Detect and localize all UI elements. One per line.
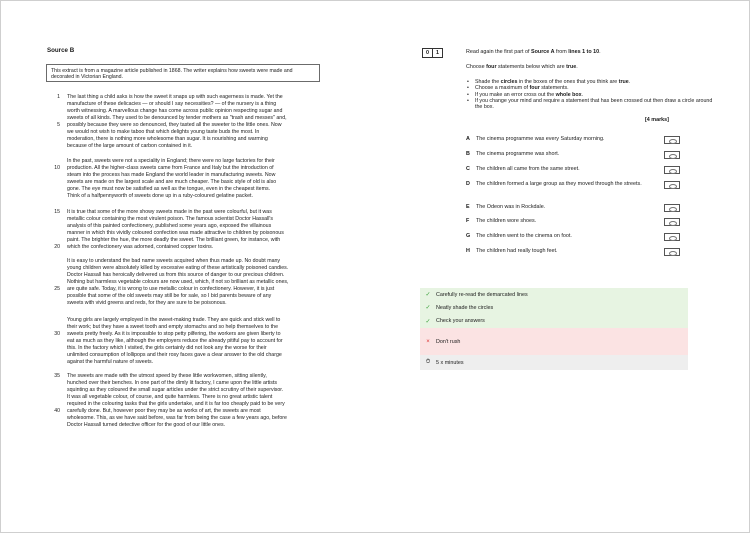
source-paragraph bbox=[54, 317, 333, 366]
source-line-text: Nothing but harmless vegetable colours are now used, which, if not so brilliant as metallic ones, bbox=[67, 278, 289, 285]
source-line bbox=[57, 121, 333, 129]
answer-circle[interactable] bbox=[669, 251, 677, 256]
line-number: 35 bbox=[54, 373, 60, 379]
answer-circle[interactable] bbox=[669, 139, 677, 144]
check-icon: ✓ bbox=[425, 292, 431, 298]
source-line-text: worth witnessing. A marvellous change has come across public opinion respecting sugar and bbox=[67, 107, 283, 114]
statement-a bbox=[466, 136, 666, 143]
source-line-text: sweets of all kinds. They used to be denounced by tender mothers as "trash and messes" and, bbox=[67, 114, 287, 121]
source-line-text: steam into the process has made England the world leader in manufacturing sweets. Now bbox=[67, 171, 276, 178]
source-line-text: Doctor Hassall turned detective officer for the good of our little ones. bbox=[67, 421, 226, 428]
source-line bbox=[54, 243, 333, 251]
source-line bbox=[54, 330, 333, 338]
source-line-text: The sweets are made with the utmost speed by these little workwomen, sitting silently, bbox=[67, 373, 267, 379]
question-number bbox=[422, 48, 442, 58]
source-line-text: Doctor Hassall has heroically delivered us from this source of danger to our precious children. bbox=[67, 271, 285, 278]
source-line bbox=[67, 186, 333, 193]
source-line bbox=[54, 209, 333, 216]
statement-d bbox=[466, 181, 666, 188]
source-line-text: possibly because they were so denounced, they tasted all the sweeter to the little ones. Now bbox=[67, 121, 282, 128]
statement-h bbox=[466, 248, 666, 255]
statement-text: The Odeon was in Rockdale. bbox=[476, 204, 546, 210]
checklist-item bbox=[420, 314, 688, 328]
statement-text: The cinema programme was every Saturday morning. bbox=[476, 136, 605, 142]
answer-circle[interactable] bbox=[669, 221, 677, 226]
statement-c bbox=[466, 166, 666, 173]
source-paragraph bbox=[57, 94, 333, 150]
source-paragraph bbox=[54, 373, 333, 429]
source-line bbox=[67, 387, 333, 394]
source-line-text: Young girls are largely employed in the sweet-making trade. They are quick and stick well to bbox=[67, 317, 281, 323]
source-line-text: Think of a halfpennyworth of sweets done up in a ruby-coloured gelatine packet. bbox=[67, 192, 253, 199]
source-line bbox=[67, 300, 333, 307]
source-line-text: manner in which this vividly coloured confection was made attractive to children by poisonous bbox=[67, 229, 284, 236]
source-line bbox=[67, 237, 333, 244]
checklist-panel bbox=[420, 288, 688, 370]
marks-label: [4 marks] bbox=[645, 117, 669, 123]
instruction-bullet: • Choose a maximum of four statements. bbox=[466, 85, 716, 91]
source-line-text: possible that some of the old sweets may still be for sale, so I bid parents beware of any bbox=[67, 292, 272, 299]
line-number: 15 bbox=[54, 209, 60, 215]
source-line-text: sweets pretty freely. As it is impossible to stop petty pilfering, the workers are given liberty to bbox=[67, 330, 281, 337]
answer-circle-box[interactable] bbox=[664, 136, 680, 144]
question-choose-text: Choose four statements below which are true. bbox=[466, 64, 578, 70]
source-line bbox=[67, 230, 333, 237]
source-line bbox=[67, 394, 333, 401]
line-number: 25 bbox=[54, 285, 60, 292]
source-line bbox=[67, 401, 333, 408]
source-line-text: carefully done. But, however poor they may be as works of art, the sweets are most bbox=[67, 407, 261, 414]
statement-b bbox=[466, 151, 666, 158]
checklist-item-label: Don't rush bbox=[436, 338, 461, 345]
timer-icon: ⏱ bbox=[425, 359, 431, 365]
answer-circle[interactable] bbox=[669, 207, 677, 212]
source-paragraph bbox=[54, 209, 333, 251]
line-number: 1 bbox=[57, 94, 60, 100]
source-line bbox=[57, 94, 333, 101]
statement-text: The children had really tough feet. bbox=[476, 248, 558, 254]
source-line bbox=[67, 293, 333, 300]
source-line-text: eat as much as they like, although the employers reduce the already pitiful pay to account for bbox=[67, 337, 283, 344]
source-line bbox=[54, 407, 333, 415]
source-line-text: which the confectionery was adorned, contained copper toxins. bbox=[67, 243, 214, 250]
cross-icon: × bbox=[426, 338, 430, 345]
question-number-digit: 1 bbox=[432, 48, 443, 58]
checklist-item bbox=[420, 328, 688, 355]
source-line bbox=[67, 223, 333, 230]
answer-circle[interactable] bbox=[669, 184, 677, 189]
statement-e bbox=[466, 204, 666, 211]
checklist-item-label: Check your answers bbox=[436, 318, 485, 324]
answer-circle-box[interactable] bbox=[664, 166, 680, 174]
statement-letter: H bbox=[466, 248, 470, 254]
source-line bbox=[67, 380, 333, 387]
source-paragraph bbox=[54, 258, 333, 307]
answer-circle-box[interactable] bbox=[664, 151, 680, 159]
statement-text: The cinema programme was short. bbox=[476, 151, 560, 157]
source-line bbox=[67, 352, 333, 359]
answer-circle-box[interactable] bbox=[664, 233, 680, 241]
source-line bbox=[67, 338, 333, 345]
source-line-text: It is easy to understand the bad name sweets acquired when thus made up. No doubt many bbox=[67, 258, 281, 264]
source-line-text: moderation, there is nothing more wholesome than sugar. It is nourishing and warming bbox=[67, 135, 268, 142]
source-line-text: against the harmful nature of sweets. bbox=[67, 358, 154, 365]
source-line bbox=[67, 422, 333, 429]
source-intro-box: This extract is from a magazine article published in 1868. The writer explains how sweets were made and decorated in Victorian England. bbox=[46, 64, 320, 82]
source-line-text: hunched over their benches. In one part of the dimly lit factory, I came upon the little artists bbox=[67, 379, 278, 386]
statement-letter: A bbox=[466, 136, 470, 142]
source-line bbox=[67, 279, 333, 286]
source-line bbox=[67, 193, 333, 200]
source-line-text: young children were absolutely killed by excessive eating of these artistically poisoned candies. bbox=[67, 264, 289, 271]
source-line bbox=[54, 373, 333, 380]
question-instruction: Read again the first part of Source A from lines 1 to 10. bbox=[466, 49, 601, 55]
source-line bbox=[67, 158, 333, 165]
statement-text: The children went to the cinema on foot. bbox=[476, 233, 572, 239]
statement-letter: G bbox=[466, 233, 471, 239]
source-line-text: required in the colouring tasks that the girls undertake, and it is far too cheaply paid to be very bbox=[67, 400, 285, 407]
source-line bbox=[67, 136, 333, 143]
source-line-text: production. All the higher-class sweets came from France and Italy but the introduction of bbox=[67, 164, 274, 171]
source-title: Source B bbox=[47, 47, 75, 54]
source-line bbox=[67, 143, 333, 150]
check-icon: ✓ bbox=[425, 305, 431, 311]
source-line-text: paint. The brighter the hue, the more deadly the sweet. The brilliant green, for instance, with bbox=[67, 236, 281, 243]
source-line bbox=[67, 179, 333, 186]
source-line bbox=[67, 115, 333, 122]
source-line-text: gone. The eye must now be satisfied as well as the tongue, even in the cheapest items. bbox=[67, 185, 271, 192]
answer-circle-box[interactable] bbox=[664, 248, 680, 256]
source-line bbox=[67, 172, 333, 179]
answer-circle-box[interactable] bbox=[664, 204, 680, 212]
question-number-digit: 0 bbox=[422, 48, 433, 58]
source-line-text: because of the large amount of carbon contained in it. bbox=[67, 142, 193, 149]
statement-letter: B bbox=[466, 151, 470, 157]
source-line-text: sweets are made on the largest scale and are much cheaper. The basic style of old is also bbox=[67, 178, 277, 185]
line-number: 10 bbox=[54, 164, 60, 171]
checklist-item-label: Carefully re-read the demarcated lines bbox=[436, 291, 528, 298]
answer-circle-box[interactable] bbox=[664, 218, 680, 226]
source-line-text: are quite safe. Today, it is wrong to use metallic colour in confectionery. However, it is just bbox=[67, 285, 275, 292]
source-line bbox=[67, 265, 333, 272]
source-paragraph bbox=[54, 158, 333, 200]
source-line-text: wholesome. This, as we have said before, was far from being the case a few years ago, before bbox=[67, 414, 287, 421]
source-line-text: sweets with vivid greens and reds, for they are sure to be poisonous. bbox=[67, 299, 227, 306]
instruction-bullet: • Shade the circles in the boxes of the ones that you think are true. bbox=[466, 79, 716, 85]
checklist-item-label: Neatly shade the circles bbox=[436, 304, 494, 311]
checklist-item bbox=[420, 355, 688, 370]
source-line bbox=[67, 216, 333, 223]
statement-letter: E bbox=[466, 204, 470, 210]
source-line bbox=[67, 272, 333, 279]
source-line-text: manufacture of these delicacies — or should I say necessities? — of the nursery is a thing bbox=[67, 100, 277, 107]
source-line-text: metallic colour containing the most virulent poison. The famous scientist Doctor Hassall's bbox=[67, 215, 274, 222]
statement-letter: F bbox=[466, 218, 470, 224]
line-number: 20 bbox=[54, 243, 60, 250]
answer-circle[interactable] bbox=[669, 154, 677, 159]
statement-g bbox=[466, 233, 666, 240]
check-icon: ✓ bbox=[425, 318, 431, 325]
line-number: 5 bbox=[57, 121, 60, 128]
source-line bbox=[67, 359, 333, 366]
source-line-text: this. In the factory which I visited, the girls certainly did not look any the worse for their bbox=[67, 344, 267, 351]
source-line bbox=[67, 258, 333, 265]
source-line-text: unlimited consumption of lollipops and their rosy faces gave a clear answer to the old charge bbox=[67, 351, 282, 358]
statement-text: The children wore shoes. bbox=[476, 218, 537, 224]
statement-text: The children all came from the same street. bbox=[476, 166, 580, 172]
source-line-text: we would not wish to make taboo that which delights young taste buds the most. In bbox=[67, 128, 260, 135]
source-line-text: It was all vegetable colour, of course, and quite harmless. There is no great artistic talent bbox=[67, 393, 273, 400]
source-line bbox=[54, 164, 333, 172]
source-line bbox=[67, 101, 333, 108]
source-line bbox=[67, 129, 333, 136]
statement-letter: C bbox=[466, 166, 470, 172]
source-line-text: The last thing a child asks is how the sweet it snaps up with such eagerness is made. Yet the bbox=[67, 94, 283, 100]
source-line-text: In the past, sweets were not a speciality in England; there were no large factories for their bbox=[67, 158, 275, 164]
answer-circle[interactable] bbox=[669, 169, 677, 174]
instruction-bullet: • If you make an error cross out the whole box. bbox=[466, 92, 716, 98]
instruction-bullet: • If you change your mind and require a statement that has been crossed out then draw a circle around the box. bbox=[466, 98, 716, 111]
checklist-item bbox=[420, 301, 688, 314]
statement-letter: D bbox=[466, 181, 470, 187]
statement-f bbox=[466, 218, 666, 225]
line-number: 40 bbox=[54, 407, 60, 414]
source-line bbox=[67, 317, 333, 324]
source-line-text: squinting as they coloured the small sugar articles under the strict scrutiny of their supervisor. bbox=[67, 386, 284, 393]
statement-text: The children formed a large group as they moved through the streets. bbox=[476, 181, 642, 187]
checklist-item-label: 5 x minutes bbox=[436, 359, 464, 366]
source-line-text: analysis of this painted confectionery, published some years ago, exposed the villainous bbox=[67, 222, 272, 229]
checklist-item bbox=[420, 288, 688, 301]
answer-circle[interactable] bbox=[669, 236, 677, 241]
instruction-bullets bbox=[466, 79, 716, 110]
source-line-text: It is true that some of the more showy sweets made in the past were colourful, but it was bbox=[67, 209, 272, 215]
source-line bbox=[67, 415, 333, 422]
source-line-text: their work; but they have a sweet tooth and empty stomachs and so help themselves to the bbox=[67, 323, 278, 330]
line-number: 30 bbox=[54, 330, 60, 337]
source-line bbox=[67, 324, 333, 331]
answer-circle-box[interactable] bbox=[664, 181, 680, 189]
source-line bbox=[54, 285, 333, 293]
source-line bbox=[67, 345, 333, 352]
source-line bbox=[67, 108, 333, 115]
